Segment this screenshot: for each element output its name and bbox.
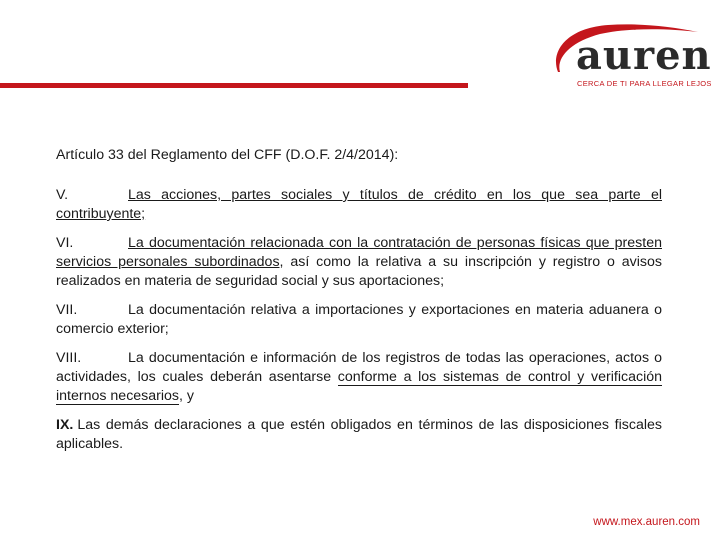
clause-text-underlined: conforme a los sistemas de control y verificación internos necesarios bbox=[56, 369, 663, 404]
clause-viii bbox=[56, 349, 662, 406]
clause-text-underlined: La documentación relacionada con la contratación de personas físicas que presten servicios personales subordinados, bbox=[56, 235, 662, 270]
clause-text: , y bbox=[179, 388, 195, 404]
clause-text: La documentación relativa a importaciones y exportaciones en materia aduanera o comercio exterior; bbox=[56, 302, 662, 337]
clause-vi bbox=[56, 234, 662, 291]
clause-text: Las demás declaraciones a que estén obligados en términos de las disposiciones fiscales aplicables. bbox=[56, 417, 662, 452]
website-link[interactable]: www.mex.auren.com bbox=[593, 516, 700, 528]
clause-text: así como la relativa a su inscripción y registro o avisos realizados en materia de seguridad social y sus aportaciones; bbox=[56, 254, 662, 289]
clause-text: Las acciones, partes sociales y títulos de crédito en los que sea parte el contribuyente; bbox=[56, 187, 662, 222]
document-body bbox=[56, 146, 662, 464]
clause-number: IX. bbox=[56, 417, 74, 433]
logo-tagline: CERCA DE TI PARA LLEGAR LEJOS bbox=[577, 79, 712, 88]
clause-v bbox=[56, 186, 662, 224]
top-red-rule bbox=[0, 83, 468, 88]
clause-vii bbox=[56, 301, 662, 339]
clause-number: V. bbox=[56, 187, 69, 203]
auren-logo bbox=[548, 22, 712, 92]
logo-wordmark: auren bbox=[576, 32, 712, 79]
clause-ix bbox=[56, 416, 662, 454]
clause-number: VIII. bbox=[56, 350, 82, 366]
article-heading: Artículo 33 del Reglamento del CFF (D.O.F. 2/4/2014): bbox=[56, 147, 399, 163]
clause-text: La documentación e información de los registros de todas las operaciones, actos o actividades, los cuales deberán asentarse bbox=[56, 350, 662, 385]
clause-number: VI. bbox=[56, 235, 74, 251]
clause-number: VII. bbox=[56, 302, 78, 318]
